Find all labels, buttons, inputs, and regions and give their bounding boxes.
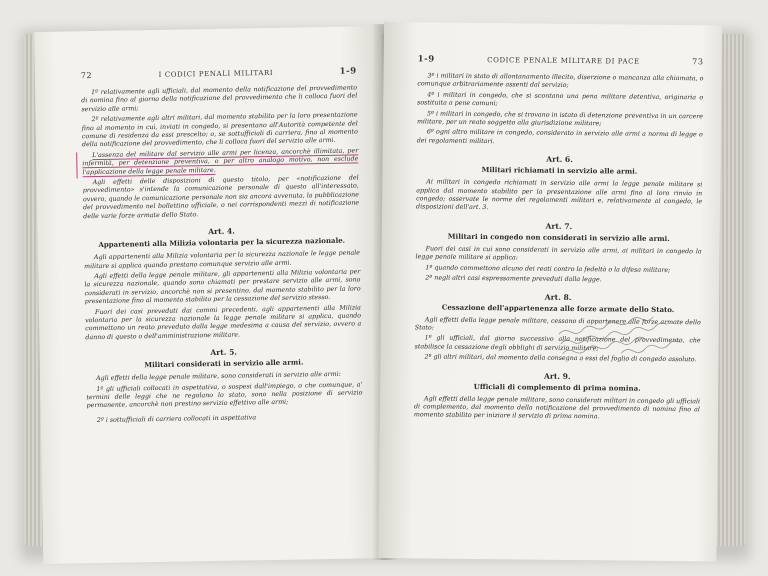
left-outro-paragraph: Agli effetti delle disposizioni di questo titolo, per «notificazione del provvedimento» s'intende la comunicazione personale di questo all'interessato, ovvero, quando le comunicazione personale non sia ancora avvenuta, la pubblicazione del provvedimento nel bollettino ufficiale, o nei corrispondenti mezzi di notificazione delle varie forze armate dello Stato.: [82, 174, 360, 220]
art8-paragraph-1: Agli effetti della legge penale militare, cessano di appartenere alle forze armate dello Stato:: [414, 315, 701, 332]
art7-title: Militari in congedo non considerati in servizio alle armi.: [447, 231, 670, 243]
left-intro-paragraph-2: 2º relativamente agli altri militari, dal momento stabilito per la loro presentazione fino al momento in cui, inviati in congedo, si presentano all'Autorità competente del comune di residenza da essi prescelto; o, se sottufficiali di carriera, fino al momento della notificazione del provvedimento, che li colloca fuori del servizio alle armi.: [81, 111, 358, 149]
art9-title: Ufficiali di complemento di prima nomina.: [473, 381, 641, 393]
highlighted-block: [82, 147, 358, 177]
highlighted-paragraph: [82, 147, 358, 177]
art5-paragraph-1: Agli effetti della legge penale militare, sono considerati in servizio alle armi:: [96, 370, 341, 383]
right-section-range: 1-9: [417, 54, 435, 65]
art7-paragraph-2: 1º quando commettono alcuno dei reati contro la fedeltà o la difesa militare;: [425, 264, 671, 274]
left-section-range: 1-9: [339, 66, 357, 77]
right-intro-paragraph-4: 6º ogni altro militare in congedo, considerato in servizio alle armi a norma di legge o dei regolamenti militari.: [416, 128, 703, 146]
art4-title: Appartenenti alla Milizia volontaria per la sicurezza nazionale.: [98, 235, 346, 250]
art5-title: Militari considerati in servizio alle armi.: [144, 357, 304, 370]
art4-paragraph-1: Agli appartenenti alla Milizia volontaria per la sicurezza nazionale le legge penale militare si applica quando prestano comunque servizio alle armi.: [84, 249, 361, 270]
art6-title: Militari richiamati in servizio alle armi.: [481, 165, 638, 176]
art9-paragraph-1: Agli effetti della legge penale militare, sono considerati militari in congedo gli ufficiali di complemento, dal momento della notificazione del provvedimento di nomina fino al momento stabilito per iniziare il servizio di prima nomina.: [413, 394, 701, 421]
art4-paragraph-3: Fuori dei casi preveduti dai commi precedenti, agli appartenenti alla Milizia volontaria per la sicurezza nazionale la legge penale militare si applica, quando commettono un reato preveduto dalla legge medesima a causa del servizio, ovvero a danno di questo o dell'amministrazione militare.: [85, 303, 362, 341]
left-running-head: [81, 66, 357, 81]
art9-heading: Art. 9.: [543, 371, 571, 381]
left-intro-paragraph-1: 1º relativamente agli ufficiali, dal momento della notificazione del provvedimento di nomina fino al giorno della notificazione del provvedimento che li colloca fuori del servizio alle armi;: [81, 84, 358, 114]
right-intro-paragraph-1: 3º i militari in stato di allontanamento illecito, diserzione o mancanza alla chiamata, o comunque arbitrariamente assenti dal servizio;: [417, 72, 704, 90]
art4-heading: Art. 4.: [208, 226, 235, 237]
right-intro-paragraph-3: 5º i militari in congedo, che si trovano in istato di detenzione preventiva in un carcere militare, per un reato soggetto alla giurisdizione militare;: [416, 110, 704, 128]
art7-paragraph-1: Fuori dei casi in cui sono considerati in servizio alle armi, ai militari in congedo la legge penale militare si applica:: [415, 245, 702, 262]
right-running-title: CODICE PENALE MILITARE DI PACE: [487, 56, 640, 66]
art5-paragraph-2: 1º gli ufficiali collocati in aspettativa, o sospesi dall'impiego, o che comunque, a' termini delle leggi che ne regolano lo stato, sono nella posizione di servizio permanente, ancorchè non prestino servizio effettivo alle armi;: [86, 380, 363, 410]
art7-paragraph-3: 2º negli altri casi espressamente preveduti dalla legge.: [425, 274, 602, 284]
art8-paragraph-3: 2º gli altri militari, dal momento della consegna a essi del foglio di congedo assoluto.: [424, 353, 697, 364]
art4-paragraph-2: Agli effetti della legge penale militare, gli appartenenti alla Milizia volontaria per la sicurezza nazionale, quando sono chiamati per prestare servizio alle armi, sono considerati in servizio, ancorchè non si presentino, dal momento stabilito per la loro presentazione fino al momento stabilito per la cessazione del servizio stesso.: [84, 268, 361, 306]
art6-heading: Art. 6.: [546, 154, 573, 165]
pink-margin-mark: [76, 152, 78, 178]
art8-title: Cessazione dell'appartenenza alle forze armate dello Stato.: [441, 302, 675, 314]
right-intro-paragraph-2: 4º i militari in congedo, che si scontano una pena militare detentiva, originaria o sostituita a pene comuni;: [417, 91, 704, 108]
left-page-number: 72: [80, 71, 93, 81]
art7-heading: Art. 7.: [545, 221, 573, 231]
highlighted-text: L'assenza del militare dal servizio alle armi per licenza, ancorchè illimitata, per infermità, per detenzione preventiva, o per altro analogo motivo, non esclude l'applicazione della legge penale militare.: [82, 147, 359, 176]
art5-paragraph-3: 2º i sottufficiali di carriera collocati in aspettativa: [96, 414, 257, 424]
right-page-number: 73: [692, 57, 704, 67]
art5-heading: Art. 5.: [210, 347, 238, 358]
right-page: [378, 22, 722, 562]
art8-paragraph-2: 1º gli ufficiali, dal giorno successivo alla notificazione del provvedimento, che stabilisce la cessazione degli obblighi di servizio militare;: [414, 334, 701, 352]
art6-paragraph-1: Ai militari in congedo richiamati in servizio alle armi la legge penale militare si applica dal momento stabilito per la presentazione alle armi fino al loro rinvio in congedo; osservate le norme dei regolamenti militari e, relativamente al congedo, le disposizioni dell'art. 3.: [416, 178, 703, 212]
left-running-title: I CODICI PENALI MILITARI: [158, 68, 274, 79]
art8-heading: Art. 8.: [544, 292, 572, 302]
left-page: [34, 26, 391, 564]
right-running-head: [418, 54, 704, 67]
